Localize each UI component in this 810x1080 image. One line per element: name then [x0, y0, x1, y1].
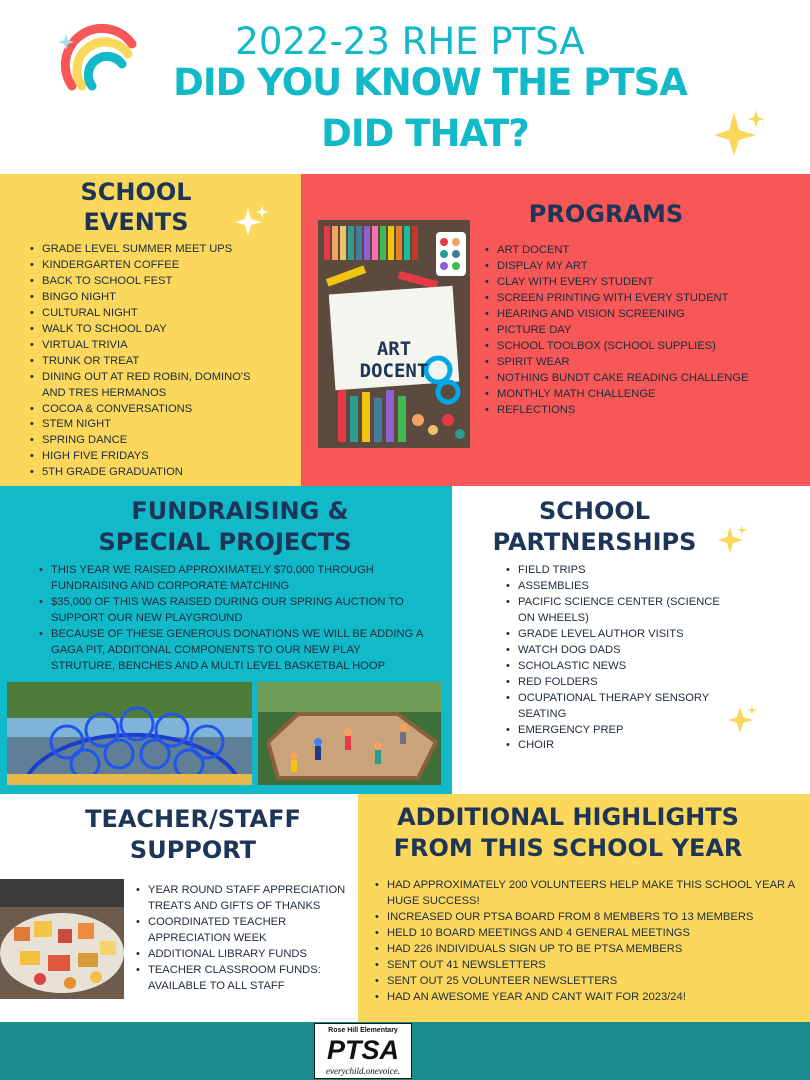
school-events-item: • GRADE LEVEL SUMMER MEET UPS	[30, 242, 270, 258]
partnerships-item: • ASSEMBLIES	[506, 579, 726, 595]
photo-caption-line2: DOCENT	[359, 360, 429, 382]
sparkle-icon	[234, 204, 270, 240]
programs-item: • HEARING AND VISION SCREENING	[485, 307, 805, 323]
header	[0, 0, 810, 174]
school-events-item: • KINDERGARTEN COFFEE	[30, 258, 270, 274]
header-year-line: 2022-23 RHE PTSA	[235, 20, 585, 63]
art-supplies-illustration	[318, 220, 470, 448]
fundraising-title-line2: SPECIAL PROJECTS	[98, 528, 352, 556]
school-events-item: • CULTURAL NIGHT	[30, 306, 270, 322]
school-events-item: • BINGO NIGHT	[30, 290, 270, 306]
highlights-item: • HAD AN AWESOME YEAR AND CANT WAIT FOR 2023/24!	[375, 990, 795, 1006]
school-events-item: • WALK TO SCHOOL DAY	[30, 322, 270, 338]
teacher-support-item: • TEACHER CLASSROOM FUNDS: AVAILABLE TO ALL STAFF	[136, 963, 354, 995]
highlights-item: • SENT OUT 25 VOLUNTEER NEWSLETTERS	[375, 974, 795, 990]
programs-list	[485, 243, 805, 418]
logo-ptsa: PTSA	[326, 1035, 399, 1065]
partnerships-title-line2: PARTNERSHIPS	[492, 528, 697, 556]
highlights-title-line2: FROM THIS SCHOOL YEAR	[393, 834, 743, 862]
programs-item: • DISPLAY MY ART	[485, 259, 805, 275]
school-events-panel	[0, 174, 301, 486]
footer	[0, 1022, 810, 1080]
programs-item: • ART DOCENT	[485, 243, 805, 259]
programs-title: PROGRAMS	[528, 200, 684, 228]
programs-item: • PICTURE DAY	[485, 323, 805, 339]
fundraising-list	[39, 563, 424, 675]
highlights-item: • HELD 10 BOARD MEETINGS AND 4 GENERAL MEETINGS	[375, 926, 795, 942]
partnerships-item: • CHOIR	[506, 738, 726, 754]
partnerships-item: • SCHOLASTIC NEWS	[506, 659, 726, 675]
fundraising-item: • $35,000 OF THIS WAS RAISED DURING OUR SPRING AUCTION TO SUPPORT OUR NEW PLAYGROUND	[39, 595, 424, 627]
school-events-list	[30, 242, 270, 481]
partnerships-item: • WATCH DOG DADS	[506, 643, 726, 659]
header-title-line1: DID YOU KNOW THE PTSA	[173, 61, 687, 104]
photo-caption-line1: ART	[376, 338, 412, 360]
programs-item: • MONTHLY MATH CHALLENGE	[485, 387, 805, 403]
school-events-item: • HIGH FIVE FRIDAYS	[30, 449, 270, 465]
sparkle-icon	[718, 524, 748, 554]
logo-school-name: Rose Hill Elementary	[328, 1027, 398, 1034]
teacher-support-title-line2: SUPPORT	[129, 836, 257, 864]
playground-photo	[7, 682, 252, 785]
school-events-item: • TRUNK OR TREAT	[30, 354, 270, 370]
school-events-item: • COCOA & CONVERSATIONS	[30, 402, 270, 418]
sparkle-icon	[728, 704, 758, 734]
partnerships-item: • GRADE LEVEL AUTHOR VISITS	[506, 627, 726, 643]
staff-treats-photo	[0, 879, 124, 999]
highlights-item: • HAD 226 INDIVIDUALS SIGN UP TO BE PTSA MEMBERS	[375, 942, 795, 958]
school-events-item: • DINING OUT AT RED ROBIN, DOMINO'S AND TRES HERMANOS	[30, 370, 270, 402]
fundraising-item: • BECAUSE OF THESE GENEROUS DONATIONS WE WILL BE ADDING A GAGA PIT, ADDITONAL COMPONENTS TO OUR NEW PLAY STRUTURE, BENCHES AND A MULTI LEVEL BASKETBAL HOOP	[39, 627, 424, 675]
school-events-item: • SPRING DANCE	[30, 433, 270, 449]
logo-tagline: everychild.onevoice.	[326, 1066, 400, 1076]
school-events-item: • 5TH GRADE GRADUATION	[30, 465, 270, 481]
school-events-item: • BACK TO SCHOOL FEST	[30, 274, 270, 290]
partnerships-item: • EMERGENCY PREP	[506, 723, 726, 739]
header-title-line2: DID THAT?	[321, 112, 529, 155]
partnerships-panel	[452, 486, 810, 794]
teacher-support-title-line1: TEACHER/STAFF	[85, 805, 301, 833]
partnerships-list	[506, 563, 726, 754]
programs-item: • SCREEN PRINTING WITH EVERY STUDENT	[485, 291, 805, 307]
teacher-support-item: • YEAR ROUND STAFF APPRECIATION TREATS AND GIFTS OF THANKS	[136, 883, 354, 915]
ptsa-logo	[314, 1023, 412, 1079]
teacher-support-item: • ADDITIONAL LIBRARY FUNDS	[136, 947, 354, 963]
partnerships-item: • PACIFIC SCIENCE CENTER (SCIENCE ON WHEELS)	[506, 595, 726, 627]
highlights-item: • SENT OUT 41 NEWSLETTERS	[375, 958, 795, 974]
programs-item: • SPIRIT WEAR	[485, 355, 805, 371]
highlights-panel	[358, 794, 810, 1022]
partnerships-item: • RED FOLDERS	[506, 675, 726, 691]
partnerships-title-line1: SCHOOL	[538, 497, 651, 525]
school-events-title-line2: EVENTS	[83, 208, 189, 236]
highlights-item: • INCREASED OUR PTSA BOARD FROM 8 MEMBERS TO 13 MEMBERS	[375, 910, 795, 926]
school-events-item: • VIRTUAL TRIVIA	[30, 338, 270, 354]
programs-item: • NOTHING BUNDT CAKE READING CHALLENGE	[485, 371, 805, 387]
highlights-list	[375, 878, 795, 1006]
school-events-title-line1: SCHOOL	[80, 178, 192, 206]
partnerships-item: • OCUPATIONAL THERAPY SENSORY SEATING	[506, 691, 726, 723]
fundraising-item: • THIS YEAR WE RAISED APPROXIMATELY $70,000 THROUGH FUNDRAISING AND CORPORATE MATCHING	[39, 563, 424, 595]
school-events-item: • STEM NIGHT	[30, 417, 270, 433]
programs-item: • SCHOOL TOOLBOX (SCHOOL SUPPLIES)	[485, 339, 805, 355]
partnerships-item: • FIELD TRIPS	[506, 563, 726, 579]
programs-item: • CLAY WITH EVERY STUDENT	[485, 275, 805, 291]
highlights-title-line1: ADDITIONAL HIGHLIGHTS	[397, 803, 739, 831]
art-docent-photo	[318, 220, 470, 448]
programs-panel	[301, 174, 810, 486]
teacher-support-item: • COORDINATED TEACHER APPRECIATION WEEK	[136, 915, 354, 947]
programs-item: • REFLECTIONS	[485, 403, 805, 419]
teacher-support-panel	[0, 794, 358, 1022]
fundraising-panel	[0, 486, 452, 794]
gaga-pit-photo	[258, 682, 441, 785]
highlights-item: • HAD APPROXIMATELY 200 VOLUNTEERS HELP MAKE THIS SCHOOL YEAR A HUGE SUCCESS!	[375, 878, 795, 910]
sparkle-icon	[712, 108, 768, 158]
fundraising-title-line1: FUNDRAISING &	[131, 497, 349, 525]
teacher-support-list	[136, 883, 354, 995]
